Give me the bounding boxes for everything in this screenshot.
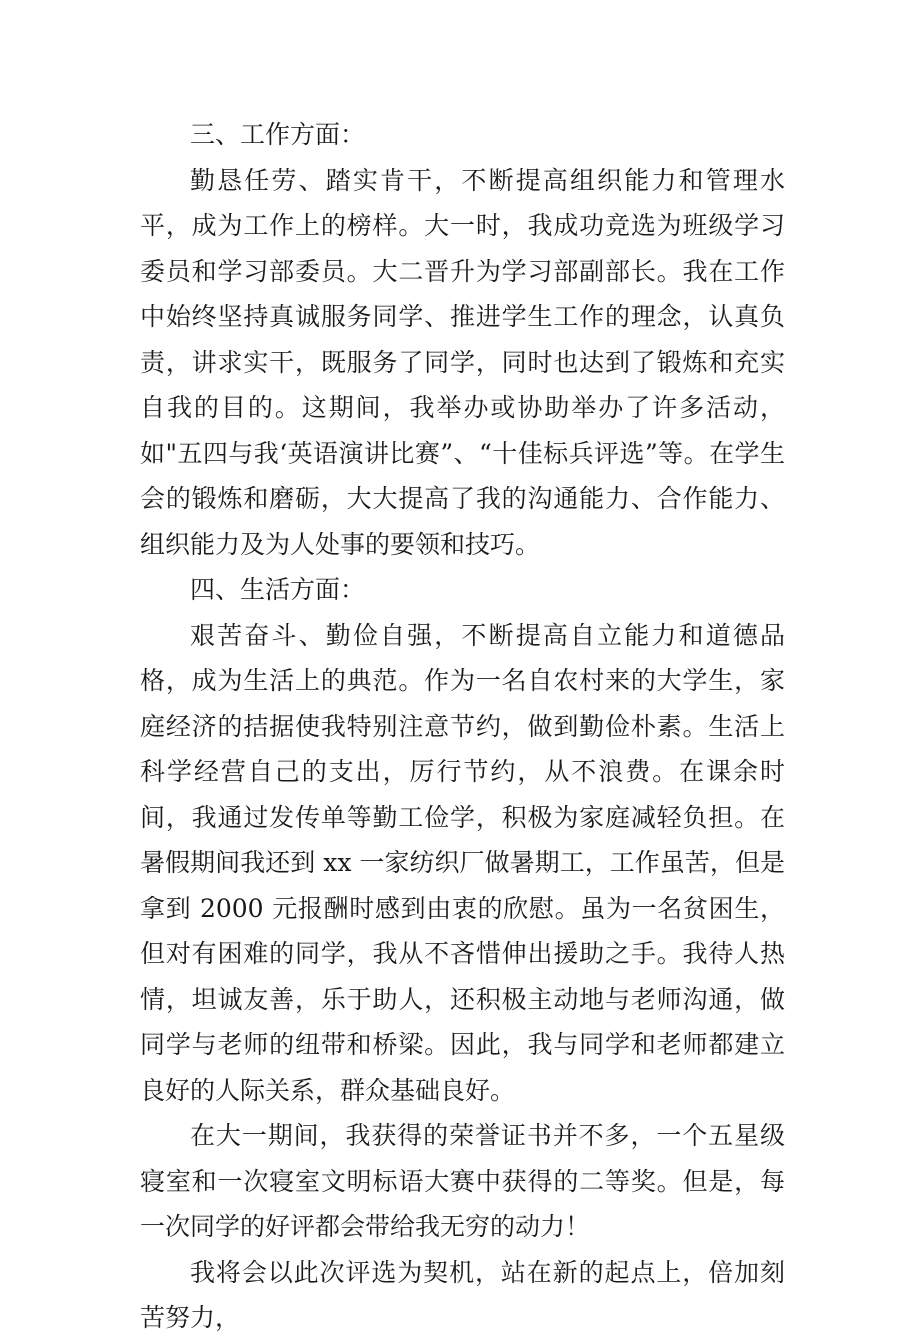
paragraph-life: 艰苦奋斗、勤俭自强，不断提高自立能力和道德品格，成为生活上的典范。作为一名自农村来的大学生，家庭经济的拮据使我特别注意节约，做到勤俭朴素。生活上科学经营自己的支出，厉行节约，从不浪费。在课余时间，我通过发传单等勤工俭学，积极为家庭减轻负担。在暑假期间我还到 xx 一家纺织厂做暑期工，工作虽苦，但是拿到 2000 元报酬时感到由衷的欣慰。虽为一名贫困生，但对有困难的同学，我从不吝惜伸出援助之手。我待人热情，坦诚友善，乐于助人，还积极主动地与老师沟通，做同学与老师的纽带和桥梁。因此，我与同学和老师都建立良好的人际关系，群众基础良好。 xyxy=(140,620,785,1105)
section-heading-work: 三、工作方面： xyxy=(190,120,366,149)
document-body xyxy=(140,112,785,1341)
section-heading-life: 四、生活方面： xyxy=(190,575,366,604)
paragraph-closing: 我将会以此次评选为契机，站在新的起点上，倍加刻苦努力， xyxy=(140,1257,785,1332)
paragraph-honors: 在大一期间，我获得的荣誉证书并不多，一个五星级寝室和一次寝室文明标语大赛中获得的二等奖。但是，每一次同学的好评都会带给我无穷的动力！ xyxy=(140,1121,785,1241)
paragraph-work: 勤恳任劳、踏实肯干，不断提高组织能力和管理水平，成为工作上的榜样。大一时，我成功竞选为班级学习委员和学习部委员。大二晋升为学习部副部长。我在工作中始终坚持真诚服务同学、推进学生工作的理念，认真负责，讲求实干，既服务了同学，同时也达到了锻炼和充实自我的目的。这期间，我举办或协助举办了许多活动，如"五四与我‘英语演讲比赛”、“十佳标兵评选”等。在学生会的锻炼和磨砺，大大提高了我的沟通能力、合作能力、组织能力及为人处事的要领和技巧。 xyxy=(140,165,785,559)
